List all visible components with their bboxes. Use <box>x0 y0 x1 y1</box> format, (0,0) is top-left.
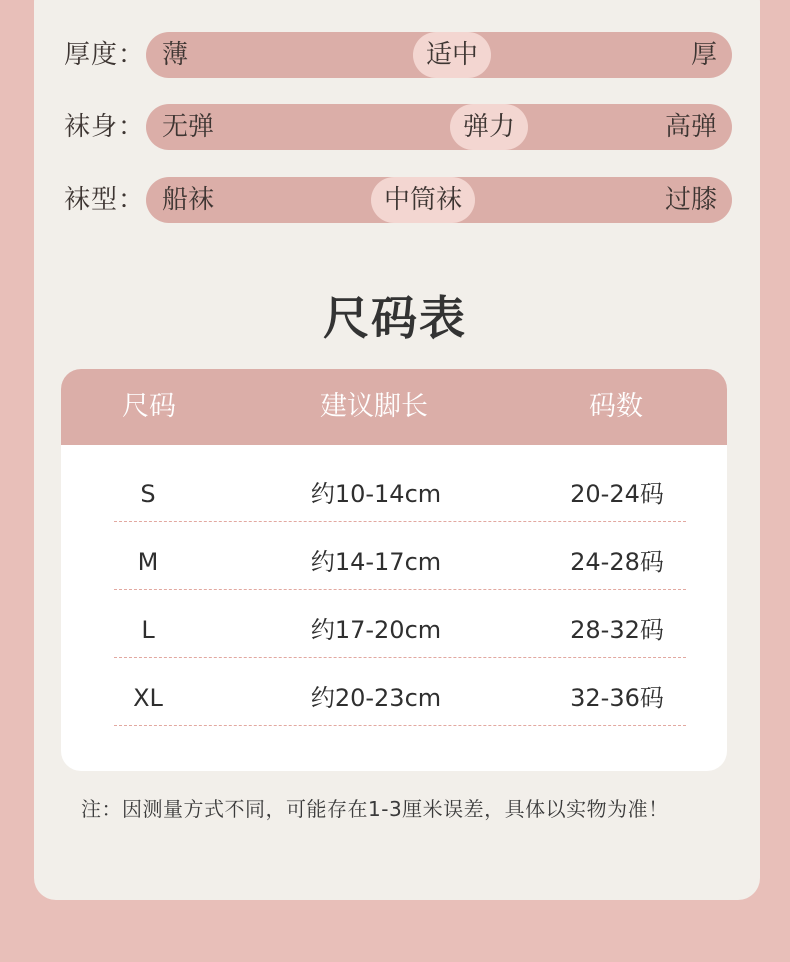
cell-size: L <box>141 616 155 644</box>
row-divider <box>114 521 686 522</box>
size-table-header <box>61 369 727 445</box>
elasticity-option-stretch-selected: 弹力 <box>450 104 528 150</box>
row-divider <box>114 725 686 726</box>
size-table <box>61 369 727 771</box>
sock-type-option-over-knee: 过膝 <box>664 185 717 215</box>
sock-type-row <box>64 177 732 223</box>
thickness-option-thin: 薄 <box>162 40 189 70</box>
row-divider <box>114 657 686 658</box>
thickness-row <box>64 32 732 78</box>
header-shoe-size: 码数 <box>589 391 643 422</box>
header-size: 尺码 <box>122 391 176 422</box>
size-chart-title: 尺码表 <box>323 291 467 345</box>
cell-shoe-size: 32-36码 <box>570 684 664 712</box>
cell-size: XL <box>133 684 163 712</box>
sock-type-scale <box>146 177 732 223</box>
sock-type-option-boat: 船袜 <box>162 185 215 215</box>
thickness-option-medium-selected: 适中 <box>413 32 491 78</box>
thickness-option-thick: 厚 <box>690 40 717 70</box>
cell-foot-length: 约20-23cm <box>310 684 442 712</box>
cell-foot-length: 约10-14cm <box>310 480 442 508</box>
sock-type-label: 袜型： <box>64 185 146 215</box>
cell-shoe-size: 28-32码 <box>570 616 664 644</box>
table-row <box>61 533 727 601</box>
measurement-note: 注：因测量方式不同，可能存在1-3厘米误差，具体以实物为准！ <box>81 797 669 821</box>
thickness-label: 厚度： <box>64 40 146 70</box>
cell-foot-length: 约17-20cm <box>310 616 442 644</box>
cell-shoe-size: 20-24码 <box>570 480 664 508</box>
table-row <box>61 601 727 669</box>
thickness-scale <box>146 32 732 78</box>
cell-shoe-size: 24-28码 <box>570 548 664 576</box>
sock-type-option-mid-calf-selected: 中筒袜 <box>371 177 475 223</box>
row-divider <box>114 589 686 590</box>
header-foot-length: 建议脚长 <box>320 391 428 422</box>
table-row <box>61 669 727 737</box>
elasticity-scale <box>146 104 732 150</box>
cell-size: M <box>137 548 159 576</box>
cell-foot-length: 约14-17cm <box>310 548 442 576</box>
elasticity-option-none: 无弹 <box>162 112 215 142</box>
elasticity-row <box>64 104 732 150</box>
elasticity-option-high: 高弹 <box>664 112 717 142</box>
cell-size: S <box>140 480 156 508</box>
elasticity-label: 袜身： <box>64 112 146 142</box>
table-row <box>61 465 727 533</box>
